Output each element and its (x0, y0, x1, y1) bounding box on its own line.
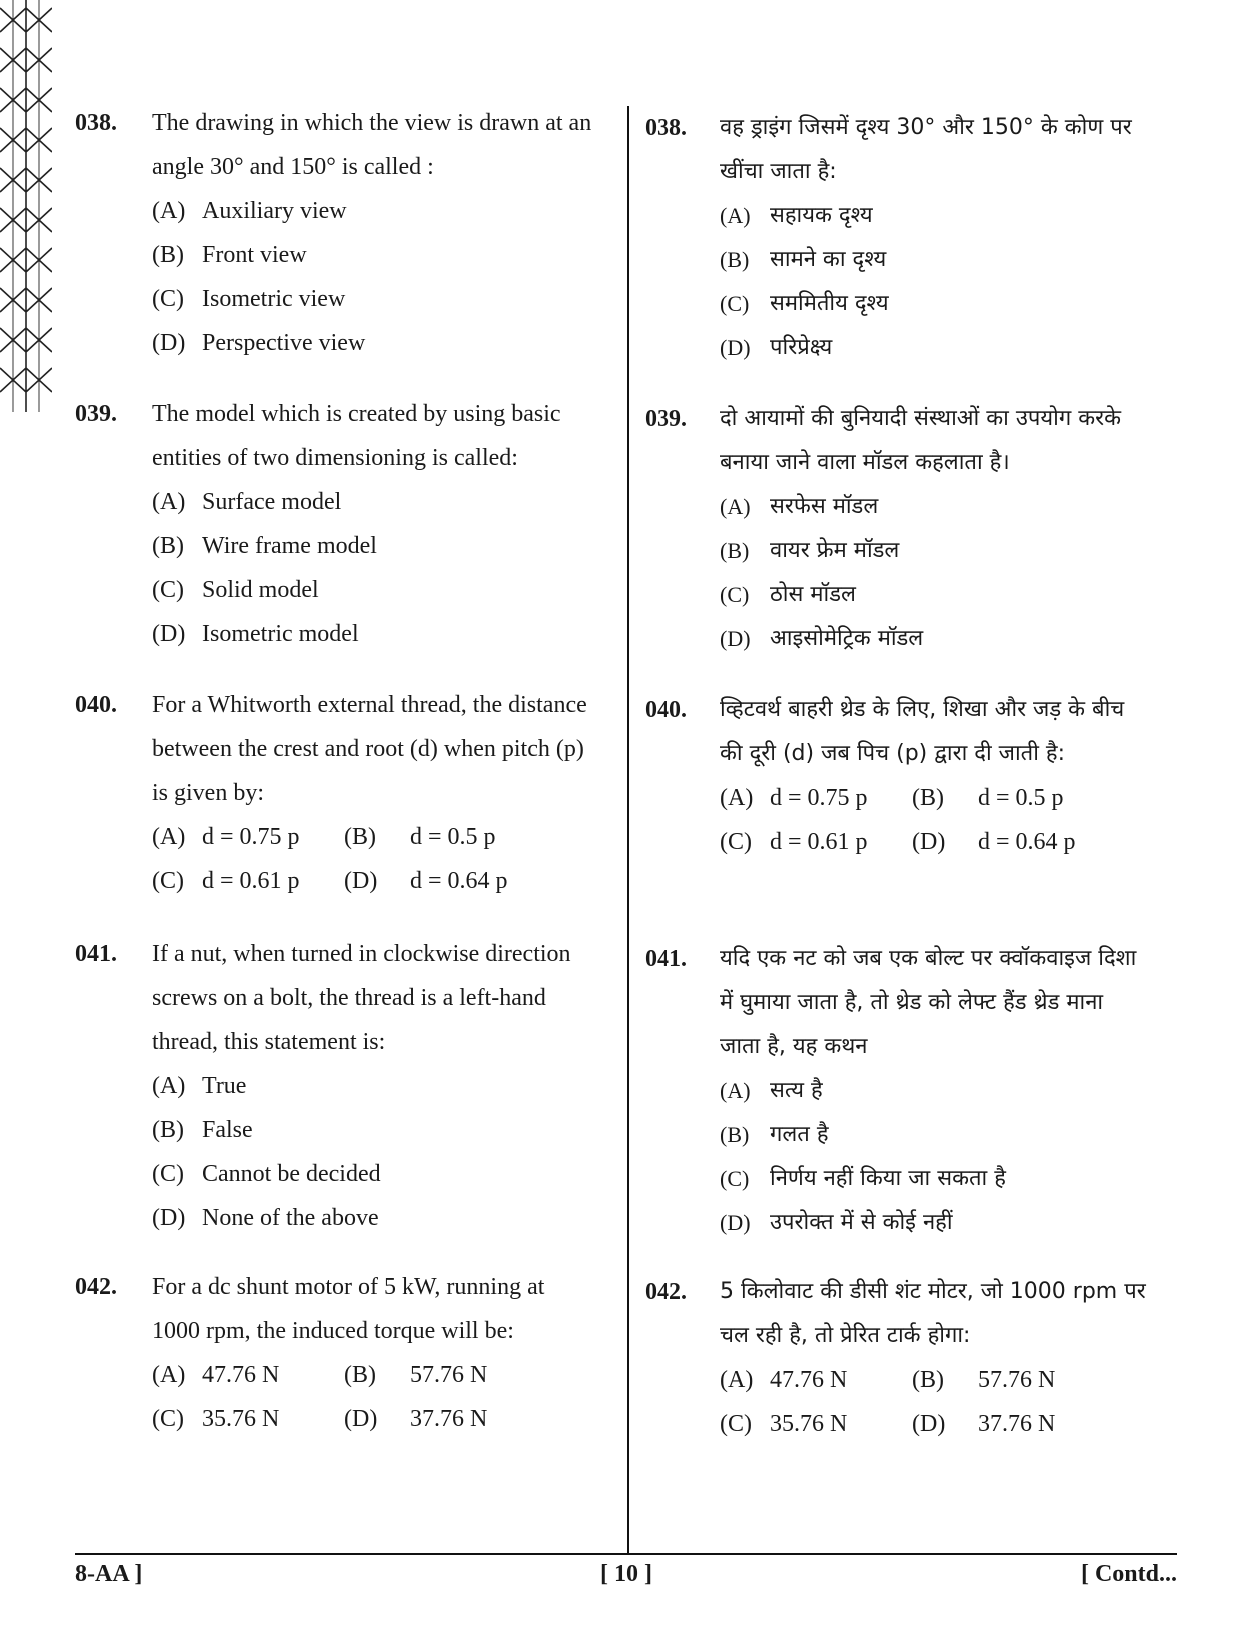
option-d: (D) उपरोक्त में से कोई नहीं (720, 1210, 953, 1235)
footer-rule (75, 1553, 1177, 1555)
page-number: [ 10 ] (600, 1561, 652, 1587)
question-041-hi (645, 937, 1178, 1245)
option-b: (B) d = 0.5 p (344, 824, 496, 850)
option-c: (C) d = 0.61 p (152, 868, 300, 894)
option-c: (C) 35.76 N (720, 1411, 848, 1437)
option-b: (B) Wire frame model (152, 533, 377, 559)
options-row-2 (720, 820, 1178, 864)
option-b: (B) वायर फ्रेम मॉडल (720, 538, 900, 563)
option-d: (D) Isometric model (152, 621, 359, 647)
option-a: (A) Auxiliary view (152, 198, 347, 224)
column-divider (627, 106, 629, 1553)
option-a: (A) True (152, 1073, 247, 1099)
question-text: वह ड्राइंग जिसमें दृश्य 30° और 150° के कोण पर खींचा जाता है: (720, 115, 1132, 184)
question-number: 041. (75, 941, 117, 967)
option-a: (A) 47.76 N (152, 1362, 280, 1388)
question-038-hi (645, 106, 1178, 370)
question-number: 040. (645, 697, 687, 723)
question-text: For a Whitworth external thread, the distance between the crest and root (d) when pitch (p) is given by: (152, 692, 587, 806)
options-row-1 (152, 1353, 610, 1397)
option-a: (A) सहायक दृश्य (720, 203, 873, 228)
booklet-code: 8-AA ] (75, 1561, 143, 1587)
option-b: (B) सामने का दृश्य (720, 247, 887, 272)
question-038-en (75, 101, 610, 365)
options-row-2 (152, 1397, 610, 1441)
option-a: (A) Surface model (152, 489, 342, 515)
question-number: 040. (75, 692, 117, 718)
option-a: (A) सत्य है (720, 1078, 823, 1103)
question-text: If a nut, when turned in clockwise direction screws on a bolt, the thread is a left-hand thread, this statement is: (152, 941, 571, 1055)
question-text: दो आयामों की बुनियादी संस्थाओं का उपयोग करके बनाया जाने वाला मॉडल कहलाता है। (720, 406, 1122, 475)
option-a: (A) d = 0.75 p (152, 824, 300, 850)
option-c: (C) Solid model (152, 577, 319, 603)
option-a: (A) 47.76 N (720, 1367, 848, 1393)
option-b: (B) 57.76 N (344, 1362, 488, 1388)
question-text: यदि एक नट को जब एक बोल्ट पर क्वॉकवाइज दिशा में घुमाया जाता है, तो थ्रेड को लेफ्ट हैंड थ्रेड माना जाता है, यह कथन (720, 946, 1137, 1059)
question-number: 039. (645, 406, 687, 432)
question-039-en (75, 392, 610, 656)
option-c: (C) ठोस मॉडल (720, 582, 856, 607)
option-a: (A) सरफेस मॉडल (720, 494, 879, 519)
question-040-en (75, 683, 610, 903)
question-041-en (75, 932, 610, 1240)
question-number: 039. (75, 401, 117, 427)
question-039-hi (645, 397, 1178, 661)
option-d: (D) d = 0.64 p (344, 868, 508, 894)
option-c: (C) 35.76 N (152, 1406, 280, 1432)
option-d: (D) None of the above (152, 1205, 379, 1231)
option-b: (B) Front view (152, 242, 307, 268)
option-c: (C) Isometric view (152, 286, 346, 312)
option-c: (C) Cannot be decided (152, 1161, 381, 1187)
question-number: 038. (75, 110, 117, 136)
option-d: (D) 37.76 N (912, 1411, 1056, 1437)
continued-label: [ Contd... (1080, 1561, 1177, 1587)
question-number: 041. (645, 946, 687, 972)
question-text: The drawing in which the view is drawn at an angle 30° and 150° is called : (152, 110, 592, 180)
options-row-2 (720, 1402, 1178, 1446)
option-d: (D) परिप्रेक्ष्य (720, 335, 833, 360)
question-text: 5 किलोवाट की डीसी शंट मोटर, जो 1000 rpm पर चल रही है, तो प्रेरित टार्क होगा: (720, 1279, 1146, 1348)
question-text: व्हिटवर्थ बाहरी थ्रेड के लिए, शिखा और जड़ के बीच की दूरी (d) जब पिच (p) द्वारा दी जाती है: (720, 697, 1125, 766)
option-b: (B) d = 0.5 p (912, 785, 1064, 811)
options-row-1 (720, 1358, 1178, 1402)
question-text: The model which is created by using basic entities of two dimensioning is called: (152, 401, 561, 471)
option-b: (B) गलत है (720, 1122, 829, 1147)
option-b: (B) False (152, 1117, 253, 1143)
question-number: 042. (75, 1274, 117, 1300)
options-row-2 (152, 859, 610, 903)
question-number: 042. (645, 1279, 687, 1305)
question-042-en (75, 1265, 610, 1441)
option-d: (D) आइसोमेट्रिक मॉडल (720, 626, 924, 651)
question-042-hi (645, 1270, 1178, 1446)
option-c: (C) d = 0.61 p (720, 829, 868, 855)
question-text: For a dc shunt motor of 5 kW, running at 1000 rpm, the induced torque will be: (152, 1274, 545, 1344)
option-d: (D) 37.76 N (344, 1406, 488, 1432)
option-c: (C) निर्णय नहीं किया जा सकता है (720, 1166, 1006, 1191)
option-b: (B) 57.76 N (912, 1367, 1056, 1393)
options-row-1 (152, 815, 610, 859)
option-d: (D) Perspective view (152, 330, 366, 356)
margin-pattern (0, 0, 52, 412)
option-d: (D) d = 0.64 p (912, 829, 1076, 855)
question-040-hi (645, 688, 1178, 864)
option-a: (A) d = 0.75 p (720, 785, 868, 811)
options-row-1 (720, 776, 1178, 820)
question-number: 038. (645, 115, 687, 141)
option-c: (C) सममितीय दृश्य (720, 291, 889, 316)
